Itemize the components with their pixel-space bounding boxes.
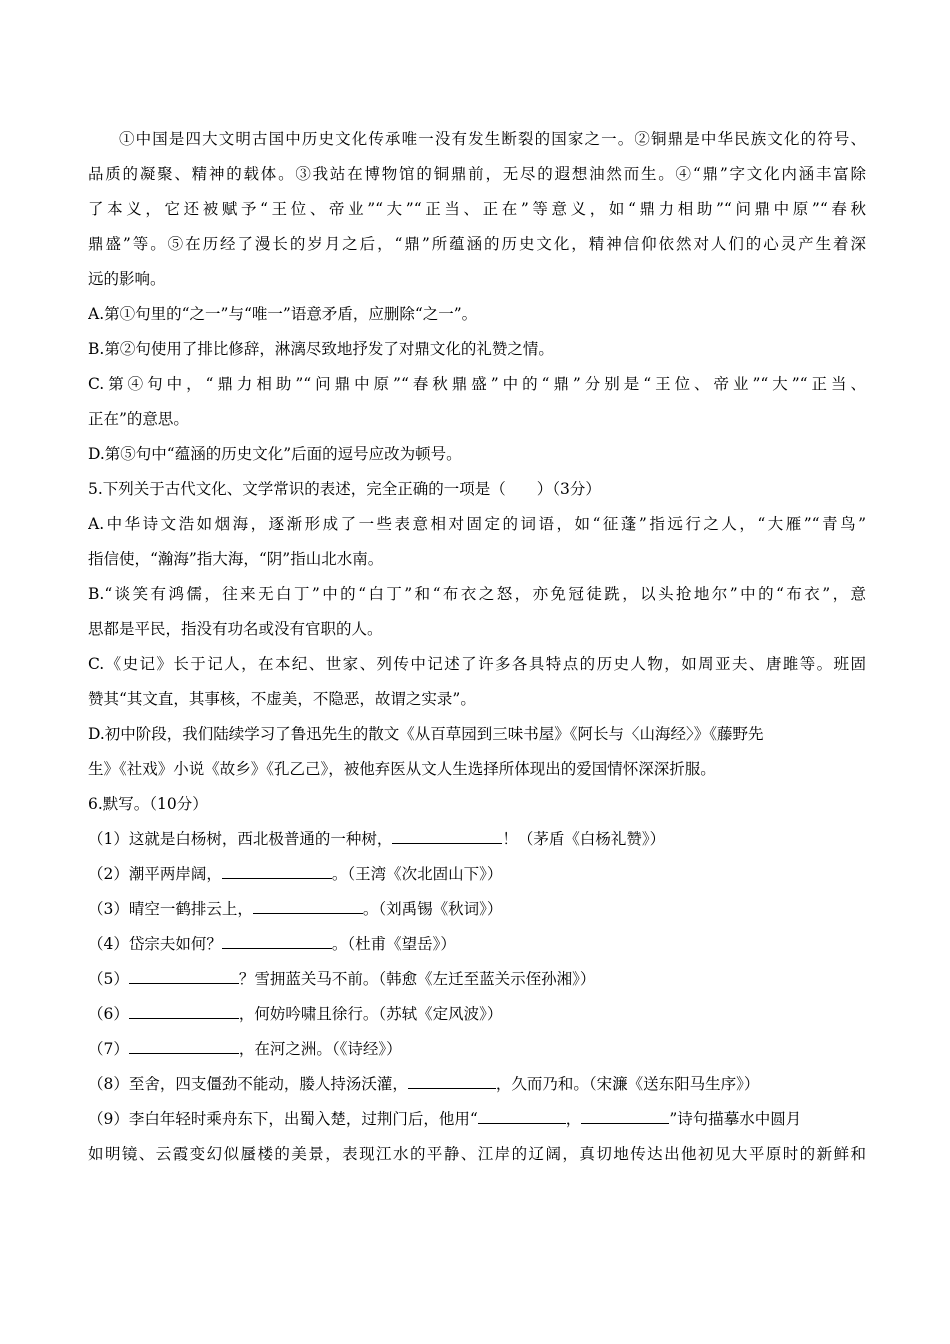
q6-item-3	[88, 892, 866, 927]
q6-item-9	[88, 1102, 866, 1137]
q6-item-4	[88, 927, 866, 962]
q5-option-a: A.中华诗文浩如烟海，逐渐形成了一些表意相对固定的词语，如“征蓬”指远行之人，“大雁”“青鸟”	[88, 515, 866, 533]
item-text: ，久而乃和。（宋濂《送东阳马生序》）	[495, 1075, 760, 1093]
answer-blank[interactable]	[222, 934, 332, 949]
q6-stem: 6.默写。（10分）	[88, 795, 208, 813]
item-text: ”诗句描摹水中圆月	[669, 1110, 802, 1128]
answer-blank[interactable]	[478, 1109, 566, 1124]
item-text: 。（杜甫《望岳》）	[331, 935, 456, 953]
q5	[88, 472, 866, 787]
q5-option-b-cont: 思都是平民，指没有功名或没有官职的人。	[88, 620, 383, 638]
q5-option-c: C.《史记》长于记人，在本纪、世家、列传中记述了许多各具特点的历史人物，如周亚夫、唐雎等。班固	[88, 655, 866, 673]
q5-option-a-cont: 指信使，“瀚海”指大海，“阴”指山北水南。	[88, 550, 384, 568]
item-text: （1）这就是白杨树，西北极普通的一种树，	[88, 830, 393, 848]
answer-blank[interactable]	[392, 829, 502, 844]
answer-blank[interactable]	[408, 1074, 496, 1089]
q6-item-5	[88, 962, 866, 997]
item-text: ？雪拥蓝关马不前。（韩愈《左迁至蓝关示侄孙湘》）	[238, 970, 596, 988]
item-text: ，	[565, 1110, 582, 1128]
item-text: （3）晴空一鹤排云上，	[88, 900, 253, 918]
q4-option-c-cont: 正在”的意思。	[88, 410, 189, 428]
q5-option-c-cont: 赞其“其文直，其事核，不虚美，不隐恶，故谓之实录”。	[88, 690, 476, 708]
q4-option-d: D.第⑤句中“蕴涵的历史文化”后面的逗号应改为顿号。	[88, 445, 462, 463]
passage-line: 远的影响。	[88, 270, 166, 288]
item-text: 。（刘禹锡《秋词》）	[362, 900, 503, 918]
q4-option-c: C.第④句中，“鼎力相助”“问鼎中原”“春秋鼎盛”中的“鼎”分别是“王位、帝业”“大”“正当、	[88, 375, 866, 393]
passage-line: 品质的凝聚、精神的载体。③我站在博物馆的铜鼎前，无尽的遐想油然而生。④“鼎”字文化内涵丰富除	[88, 165, 866, 183]
item-text: （9）李白年轻时乘舟东下，出蜀入楚，过荆门后，他用“	[88, 1110, 478, 1128]
item-text: ！（茅盾《白杨礼赞》）	[502, 830, 666, 848]
passage-line: 了本义，它还被赋予“王位、帝业”“大”“正当、正在”等意义，如“鼎力相助”“问鼎中原”“春秋	[88, 200, 866, 218]
q4-options	[88, 297, 866, 472]
item-text: 。（王湾《次北固山下》）	[331, 865, 503, 883]
item-text: （8）至舍，四支僵劲不能动，媵人持汤沃灌，	[88, 1075, 408, 1093]
answer-blank[interactable]	[581, 1109, 669, 1124]
passage	[88, 122, 866, 297]
item-text: （6）	[88, 1005, 129, 1023]
passage-line: 鼎盛”等。⑤在历经了漫长的岁月之后，“鼎”所蕴涵的历史文化，精神信仰依然对人们的心灵产生着深	[88, 235, 866, 253]
q5-option-d: D.初中阶段，我们陆续学习了鲁迅先生的散文《从百草园到三味书屋》《阿长与〈山海经〉》《藤野先	[88, 725, 764, 743]
item-text: （2）潮平两岸阔，	[88, 865, 222, 883]
passage-line: ①中国是四大文明古国中历史文化传承唯一没有发生断裂的国家之一。②铜鼎是中华民族文化的符号、	[119, 130, 866, 148]
item-text: （4）岱宗夫如何？	[88, 935, 222, 953]
q4-option-b: B.第②句使用了排比修辞，淋漓尽致地抒发了对鼎文化的礼赞之情。	[88, 340, 554, 358]
q5-option-b: B.“谈笑有鸿儒，往来无白丁”中的“白丁”和“布衣之怒，亦免冠徒跣，以头抢地尔”中的“布衣”，意	[88, 585, 866, 603]
answer-blank[interactable]	[253, 899, 363, 914]
q6	[88, 787, 866, 1172]
q6-item-8	[88, 1067, 866, 1102]
q5-option-d-cont: 生》《社戏》小说《故乡》《孔乙己》，被他弃医从文人生选择所体现出的爱国情怀深深折服。	[88, 760, 716, 778]
q6-item-2	[88, 857, 866, 892]
answer-blank[interactable]	[129, 1004, 239, 1019]
q5-stem: 5.下列关于古代文化、文学常识的表述，完全正确的一项是（ ）（3分）	[88, 480, 601, 498]
answer-blank[interactable]	[129, 1039, 239, 1054]
q6-item-6	[88, 997, 866, 1032]
q6-item-7	[88, 1032, 866, 1067]
q6-item-1	[88, 822, 866, 857]
item-text: （7）	[88, 1040, 129, 1058]
q4-option-a: A.第①句里的“之一”与“唯一”语意矛盾，应删除“之一”。	[88, 305, 478, 323]
answer-blank[interactable]	[129, 969, 239, 984]
answer-blank[interactable]	[222, 864, 332, 879]
item-text: （5）	[88, 970, 129, 988]
item-text: ，在河之洲。（《诗经》）	[238, 1040, 402, 1058]
document-page	[88, 122, 866, 1172]
item-text: ，何妨吟啸且徐行。（苏轼《定风波》）	[238, 1005, 503, 1023]
q6-item-9-cont: 如明镜、云霞变幻似蜃楼的美景，表现江水的平静、江岸的辽阔，真切地传达出他初见大平原时的新鲜和	[88, 1145, 866, 1163]
